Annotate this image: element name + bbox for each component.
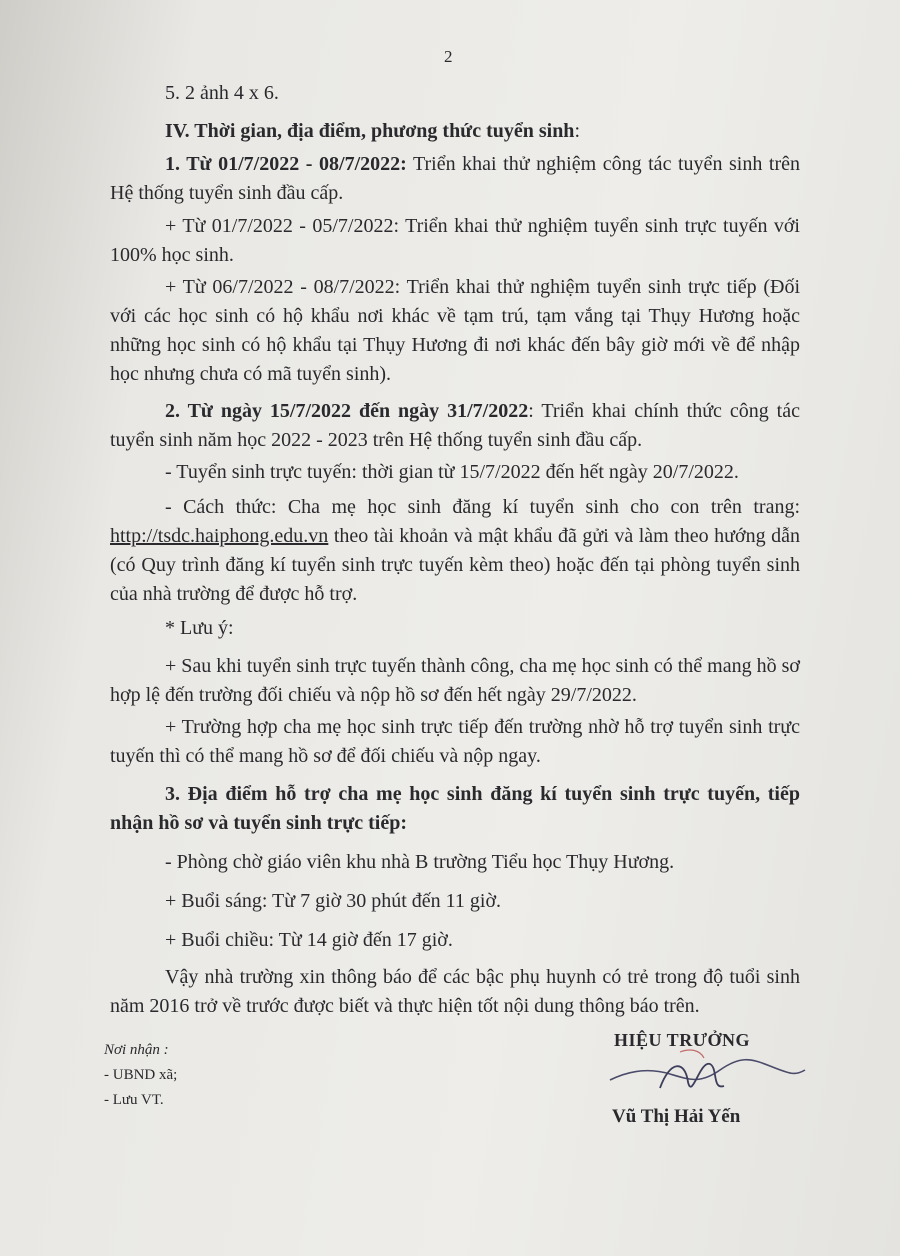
note-label: * Lưu ý: — [165, 617, 234, 639]
section-2-text: : Triển khai chính thức công tác tuyển sinh năm học 2022 - 2023 trên Hệ thống tuyển sinh đầu cấp. — [110, 400, 800, 451]
recipients-block — [104, 1038, 177, 1113]
section-2 — [110, 397, 800, 455]
section-1 — [110, 150, 800, 208]
recipients-title: Nơi nhận : — [104, 1042, 169, 1058]
section-2-item-a: - Tuyển sinh trực tuyến: thời gian từ 15/7/2022 đến hết ngày 20/7/2022. — [165, 461, 739, 483]
registration-link[interactable]: http://tsdc.haiphong.edu.vn — [110, 525, 329, 547]
section-iv-colon: : — [574, 120, 580, 142]
note-item-2: + Trường hợp cha mẹ học sinh trực tiếp đến trường nhờ hỗ trợ tuyển sinh trực tuyến thì có thể mang hồ sơ để đối chiếu và nộp ngay. — [110, 716, 800, 767]
section-1-item-b: + Từ 06/7/2022 - 08/7/2022: Triển khai thử nghiệm tuyển sinh trực tiếp (Đối với các học sinh có hộ khẩu nơi khác về tạm trú, tạm vắng tại Thụy Hương hoặc những học sinh có hộ khẩu tại Thụy Hương đi nơi khác đến bây giờ mới về để nhập học nhưng chưa có mã tuyển sinh). — [110, 276, 800, 385]
section-3-title: 3. Địa điểm hỗ trợ cha mẹ học sinh đăng kí tuyển sinh trực tuyến, tiếp nhận hồ sơ và tuyển sinh trực tiếp: — [110, 783, 800, 834]
section-3-item-c: + Buổi chiều: Từ 14 giờ đến 17 giờ. — [165, 929, 453, 951]
section-iv-heading — [110, 117, 800, 146]
closing-paragraph: Vậy nhà trường xin thông báo để các bậc phụ huynh có trẻ trong độ tuổi sinh năm 2016 trở về trước được biết và thực hiện tốt nội dung thông báo trên. — [110, 966, 800, 1017]
section-3-item-a: - Phòng chờ giáo viên khu nhà B trường Tiểu học Thụy Hương. — [165, 851, 675, 873]
item-5: 5. 2 ảnh 4 x 6. — [165, 82, 279, 104]
section-2-item-b-pre: - Cách thức: Cha mẹ học sinh đăng kí tuyển sinh cho con trên trang: — [165, 496, 800, 518]
section-2-item-b-post: theo tài khoản và mật khẩu đã gửi và làm theo hướng dẫn (có Quy trình đăng kí tuyển sinh trực tuyến kèm theo) hoặc đến tại phòng tuyển sinh của nhà trường để được hỗ trợ. — [110, 525, 800, 605]
page-number: 2 — [444, 47, 453, 66]
section-1-item-a: + Từ 01/7/2022 - 05/7/2022: Triển khai thử nghiệm tuyển sinh trực tuyến với 100% học sinh. — [110, 215, 800, 266]
handwritten-signature — [600, 1040, 810, 1110]
section-2-title: 2. Từ ngày 15/7/2022 đến ngày 31/7/2022 — [165, 400, 529, 422]
section-iv-title: IV. Thời gian, địa điểm, phương thức tuyển sinh — [165, 120, 575, 142]
recipient-item: - UBND xã; — [104, 1067, 178, 1083]
section-1-title: 1. Từ 01/7/2022 - 08/7/2022: — [165, 153, 407, 175]
section-3-item-b: + Buổi sáng: Từ 7 giờ 30 phút đến 11 giờ. — [165, 890, 502, 912]
section-1-text: Triển khai thử nghiệm công tác tuyển sinh trên Hệ thống tuyển sinh đầu cấp. — [110, 153, 801, 204]
signature-name: Vũ Thị Hải Yến — [612, 1106, 741, 1127]
section-2-item-b — [110, 493, 800, 609]
signature-title: HIỆU TRƯỞNG — [614, 1030, 751, 1050]
recipient-item: - Lưu VT. — [104, 1092, 164, 1108]
note-item-1: + Sau khi tuyển sinh trực tuyến thành công, cha mẹ học sinh có thể mang hồ sơ hợp lệ đến trường đối chiếu và nộp hồ sơ đến hết ngày 29/7/2022. — [110, 655, 800, 706]
